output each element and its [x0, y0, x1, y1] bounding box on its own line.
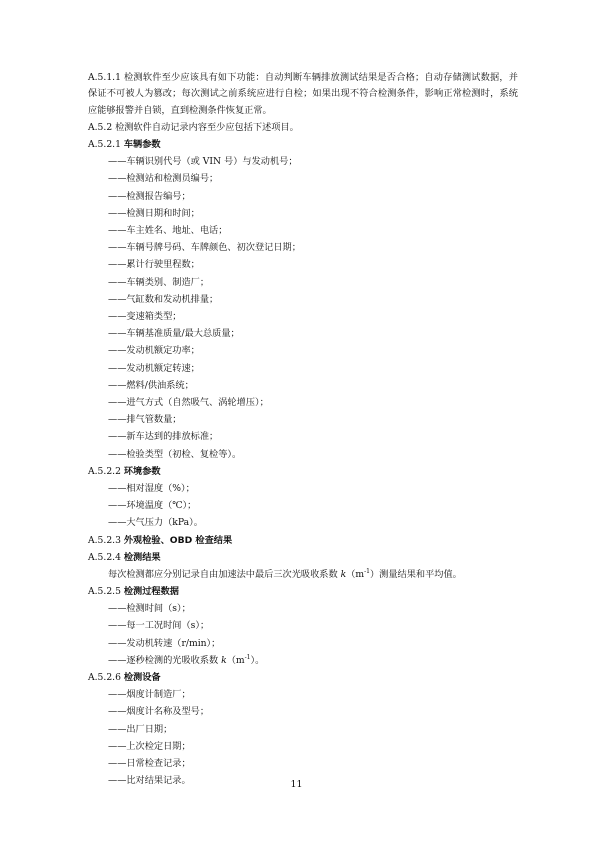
- list-item: ——环境温度（℃）；: [108, 500, 197, 512]
- list-item: ——比对结果记录。: [108, 775, 191, 787]
- list-item: ——新车达到的排放标准；: [108, 431, 219, 443]
- list-item: ——车辆类别、制造厂；: [108, 276, 210, 288]
- list-item: ——发动机转速（r/min）；: [108, 637, 221, 649]
- list-item: ——车辆识别代号（或 VIN 号）与发动机号；: [108, 156, 298, 168]
- list-item: ——检测报告编号；: [108, 190, 191, 202]
- section-heading-test-equipment: [88, 669, 518, 686]
- page-number: 11: [290, 779, 303, 790]
- list-item: ——相对湿度（%）；: [108, 482, 195, 494]
- list-item: ——大气压力（kPa）。: [108, 517, 203, 529]
- text-segment: ）。: [250, 654, 265, 666]
- paragraph-a511: A.5.1.1 检测软件至少应该具有如下功能：自动判断车辆排放测试结果是否合格；自动存储测试数据，并保证不可被人为篡改；每次测试之前系统应进行自检；如果出现不符合检测条件，影响正常检测时，系统应能够报警并自锁，直到检测条件恢复正常。: [88, 72, 518, 116]
- section-title: 环境参数: [123, 465, 161, 477]
- process-data-list: [88, 600, 518, 669]
- list-item: ——检测站和检测员编号；: [108, 173, 219, 185]
- document-body: [88, 70, 518, 789]
- section-title: 检测过程数据: [123, 585, 179, 597]
- list-item: ——车辆号牌号码、车牌颜色、初次登记日期；: [108, 242, 301, 254]
- superscript: -1: [364, 567, 370, 575]
- list-item: ——燃料/供油系统；: [108, 379, 194, 391]
- list-item: ——烟度计名称及型号；: [108, 706, 210, 718]
- list-item: ——进气方式（自然吸气、涡轮增压）；: [108, 396, 269, 408]
- list-item: ——检验类型（初检、复检等）。: [108, 448, 242, 460]
- environment-params-list: [88, 480, 518, 532]
- test-equipment-list: [88, 686, 518, 789]
- text-segment: （m: [226, 654, 245, 666]
- section-title: 检测结果: [123, 551, 161, 563]
- list-item: ——检测日期和时间；: [108, 207, 200, 219]
- text-segment: （m: [346, 568, 365, 580]
- section-heading-vehicle-params: [88, 136, 518, 153]
- superscript: -1: [244, 653, 251, 661]
- paragraph-a52: A.5.2 检测软件自动记录内容至少应包括下述项目。: [88, 121, 299, 133]
- list-item: [88, 652, 518, 669]
- text-segment: ——逐秒检测的光吸收系数: [108, 654, 222, 666]
- vehicle-params-list: [88, 153, 518, 463]
- list-item: ——出厂日期；: [108, 723, 173, 735]
- list-item: ——车主姓名、地址、电话；: [108, 224, 228, 236]
- list-item: ——上次检定日期；: [108, 740, 191, 752]
- list-item: ——气缸数和发动机排量；: [108, 293, 219, 305]
- text-segment: 每次检测都应分别记录自由加速法中最后三次光吸收系数: [108, 568, 341, 580]
- list-item: ——变速箱类型；: [108, 310, 182, 322]
- section-number: A.5.2.4: [88, 551, 121, 563]
- section-title: 外观检验、OBD 检查结果: [123, 534, 233, 546]
- variable-k: k: [221, 654, 227, 666]
- section-number: A.5.2.3: [88, 534, 121, 546]
- section-number: A.5.2.6: [88, 671, 121, 683]
- section-heading-process-data: [88, 583, 518, 600]
- variable-k: k: [340, 568, 347, 580]
- list-item: ——发动机额定转速；: [108, 362, 200, 374]
- list-item: ——烟度计制造厂；: [108, 689, 191, 701]
- test-results-paragraph: [88, 566, 518, 583]
- text-segment: ）测量结果和平均值。: [369, 568, 462, 580]
- section-heading-obd: [88, 532, 518, 549]
- list-item: ——日常检查记录；: [108, 758, 191, 769]
- list-item: ——检测时间（s）；: [108, 603, 191, 615]
- section-title: 车辆参数: [123, 138, 161, 150]
- list-item: ——排气管数量；: [108, 414, 182, 426]
- section-heading-test-results: [88, 549, 518, 566]
- section-heading-environment-params: [88, 463, 518, 480]
- section-title: 检测设备: [123, 671, 161, 683]
- list-item: ——车辆基准质量/最大总质量；: [108, 328, 240, 340]
- list-item: ——发动机额定功率；: [108, 345, 200, 357]
- list-item: ——每一工况时间（s）；: [108, 620, 210, 632]
- list-item: ——累计行驶里程数；: [108, 259, 200, 271]
- section-number: A.5.2.1: [88, 138, 121, 150]
- section-number: A.5.2.5: [88, 585, 121, 597]
- section-number: A.5.2.2: [88, 465, 121, 477]
